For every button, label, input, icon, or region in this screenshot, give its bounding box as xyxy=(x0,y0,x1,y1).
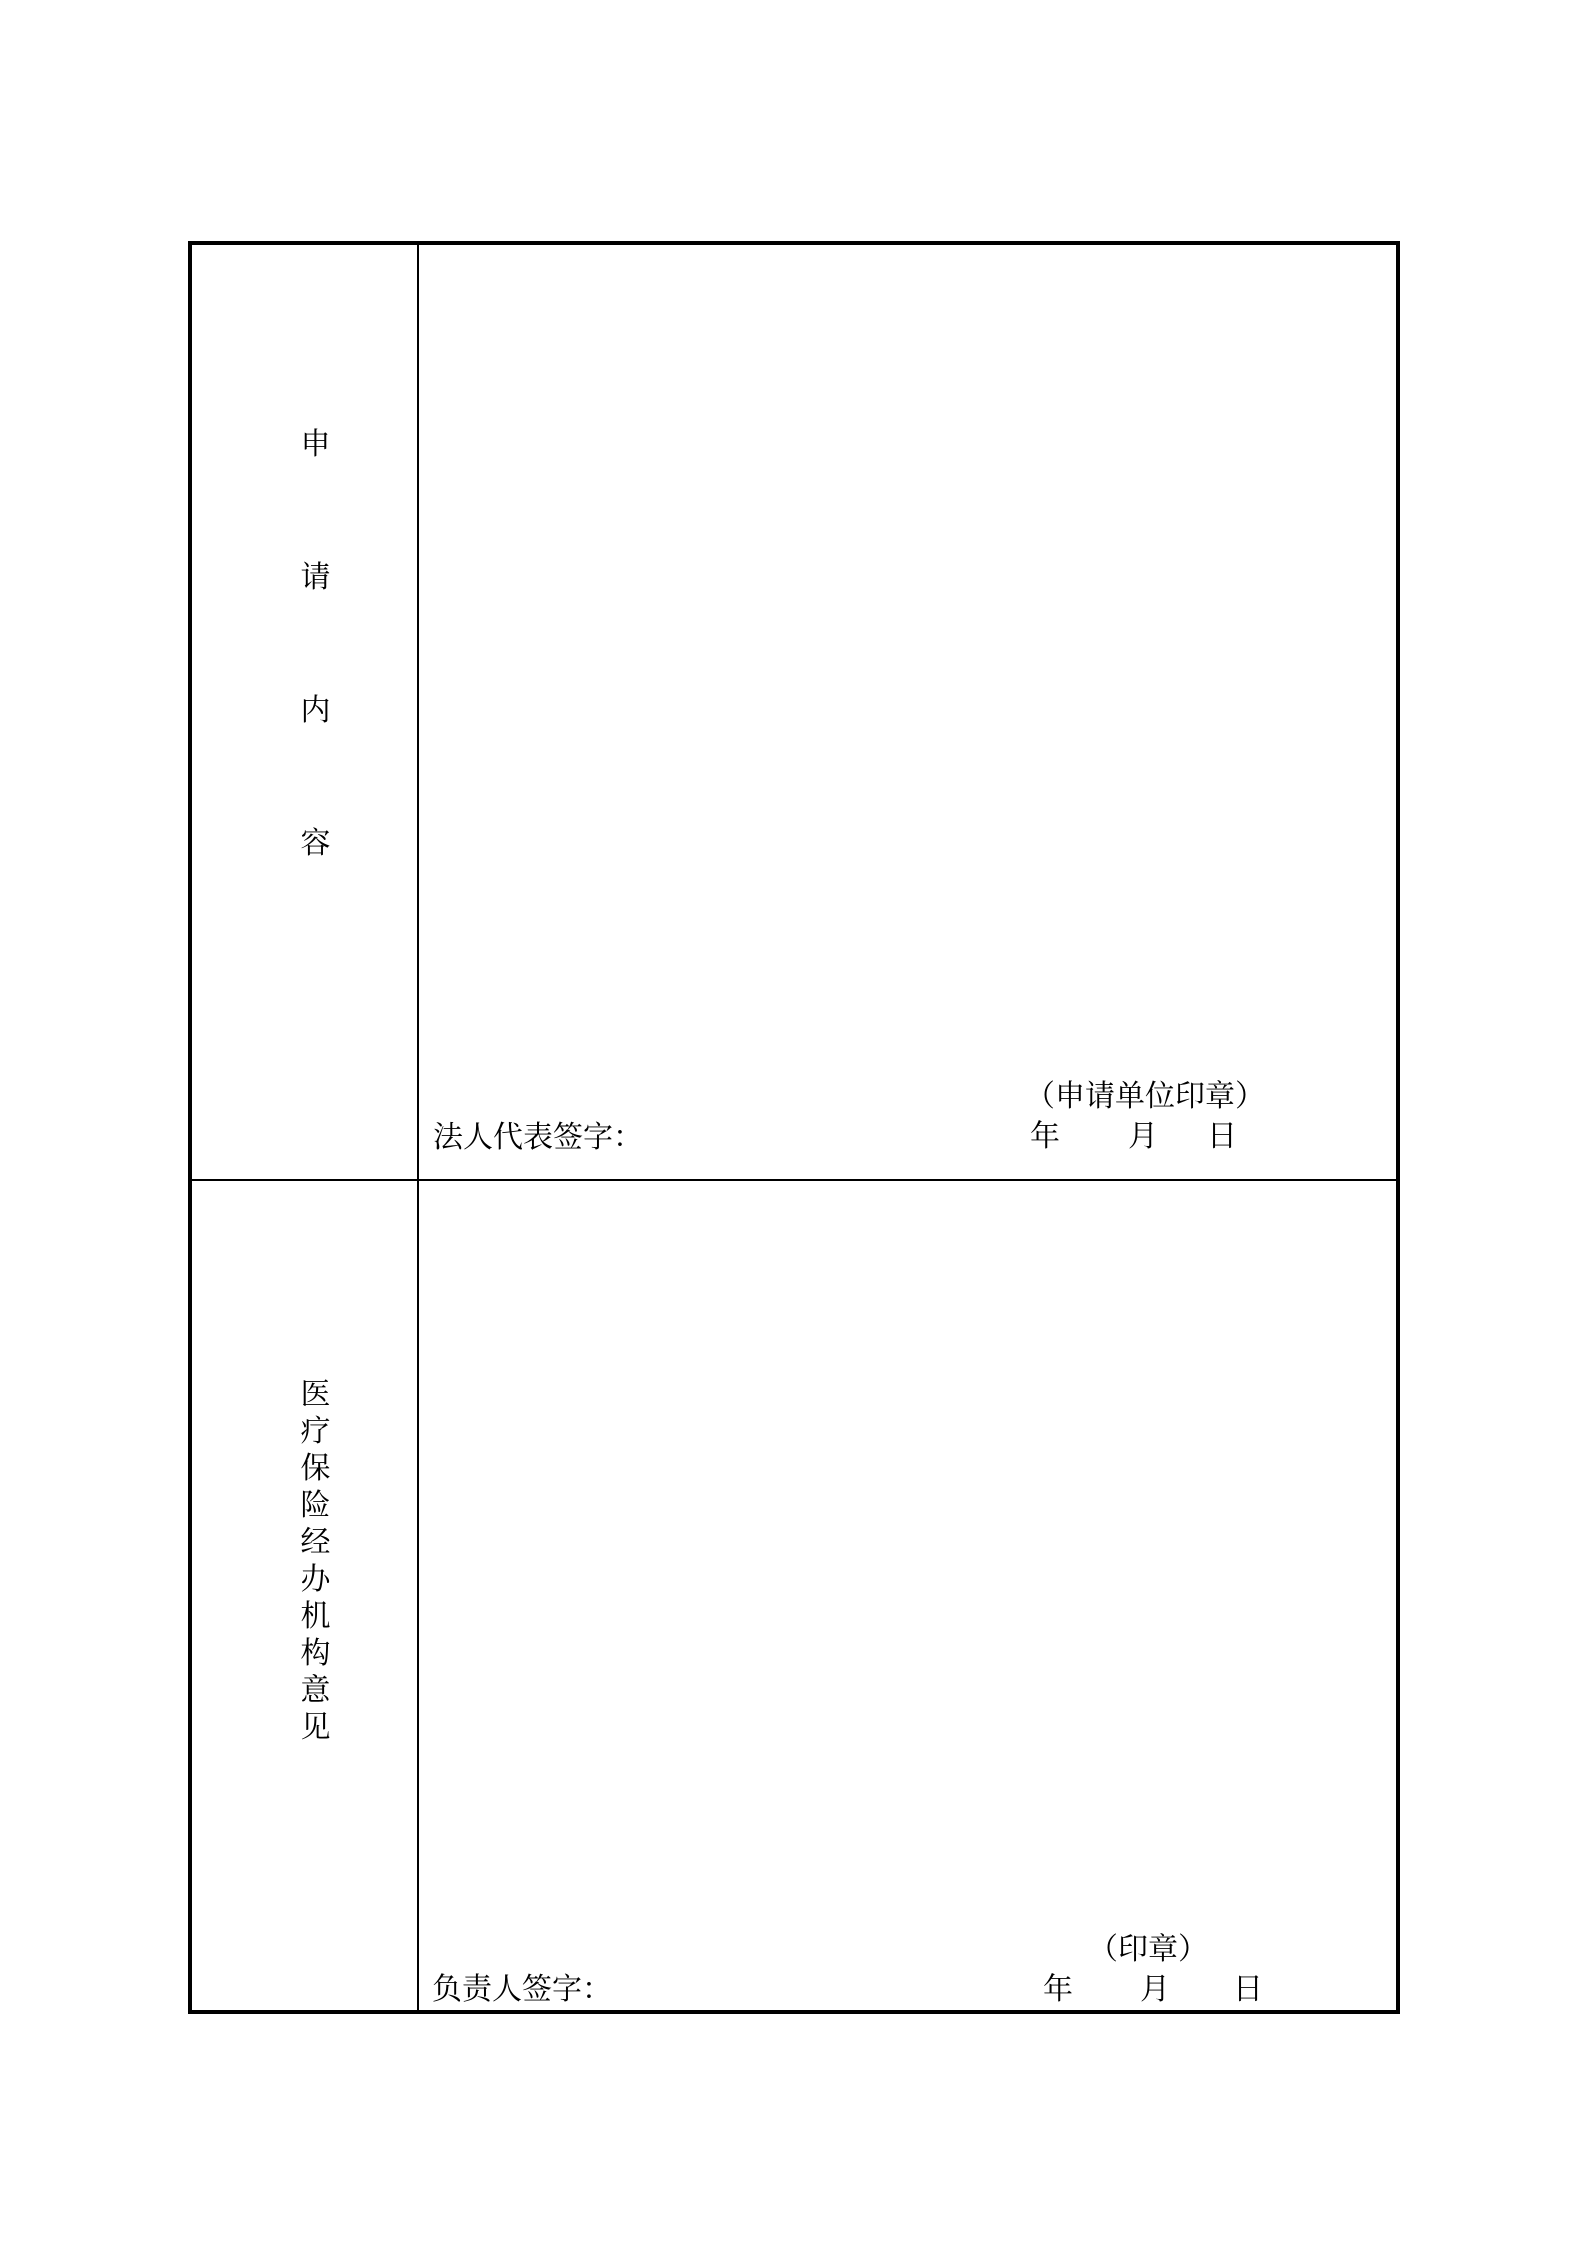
application-content-header-cell xyxy=(192,245,419,1179)
vertical-label-char: 医 xyxy=(300,1378,331,1411)
vertical-label-char: 意 xyxy=(300,1674,331,1707)
agency-opinion-label xyxy=(203,1181,419,1746)
vertical-label-char: 险 xyxy=(300,1489,331,1522)
vertical-label-char: 内 xyxy=(300,694,331,727)
application-content-cell xyxy=(419,245,1396,1179)
date-line xyxy=(1043,1970,1263,2010)
vertical-label-char: 保 xyxy=(300,1452,331,1485)
date-line xyxy=(1030,1117,1237,1157)
agency-opinion-row xyxy=(192,1181,1396,2010)
applicant-unit-seal-note: （申请单位印章） xyxy=(1025,1080,1265,1113)
vertical-label-char: 机 xyxy=(300,1600,331,1633)
vertical-label-char: 疗 xyxy=(300,1415,331,1448)
agency-opinion-header-cell xyxy=(192,1181,419,2010)
date-day-label: 日 xyxy=(1207,1120,1237,1153)
vertical-label-char: 请 xyxy=(300,561,331,594)
agency-seal-note: （印章） xyxy=(1088,1933,1208,1966)
vertical-label-char: 见 xyxy=(300,1711,331,1744)
legal-representative-signature-label: 法人代表签字： xyxy=(433,1121,643,1154)
date-day-label: 日 xyxy=(1233,1973,1263,2006)
date-month-label: 月 xyxy=(1128,1120,1158,1153)
date-year-label: 年 xyxy=(1043,1973,1073,2006)
responsible-person-signature-label: 负责人签字： xyxy=(432,1973,612,2006)
application-content-label xyxy=(203,245,419,910)
vertical-label-char: 申 xyxy=(300,428,331,461)
date-month-label: 月 xyxy=(1140,1973,1170,2006)
application-content-row xyxy=(192,245,1396,1181)
application-form-table xyxy=(188,241,1400,2014)
date-year-label: 年 xyxy=(1030,1120,1060,1153)
vertical-label-char: 经 xyxy=(300,1526,331,1559)
vertical-label-char: 构 xyxy=(300,1637,331,1670)
vertical-label-char: 容 xyxy=(300,827,331,860)
agency-opinion-cell xyxy=(419,1181,1396,2010)
vertical-label-char: 办 xyxy=(300,1563,331,1596)
